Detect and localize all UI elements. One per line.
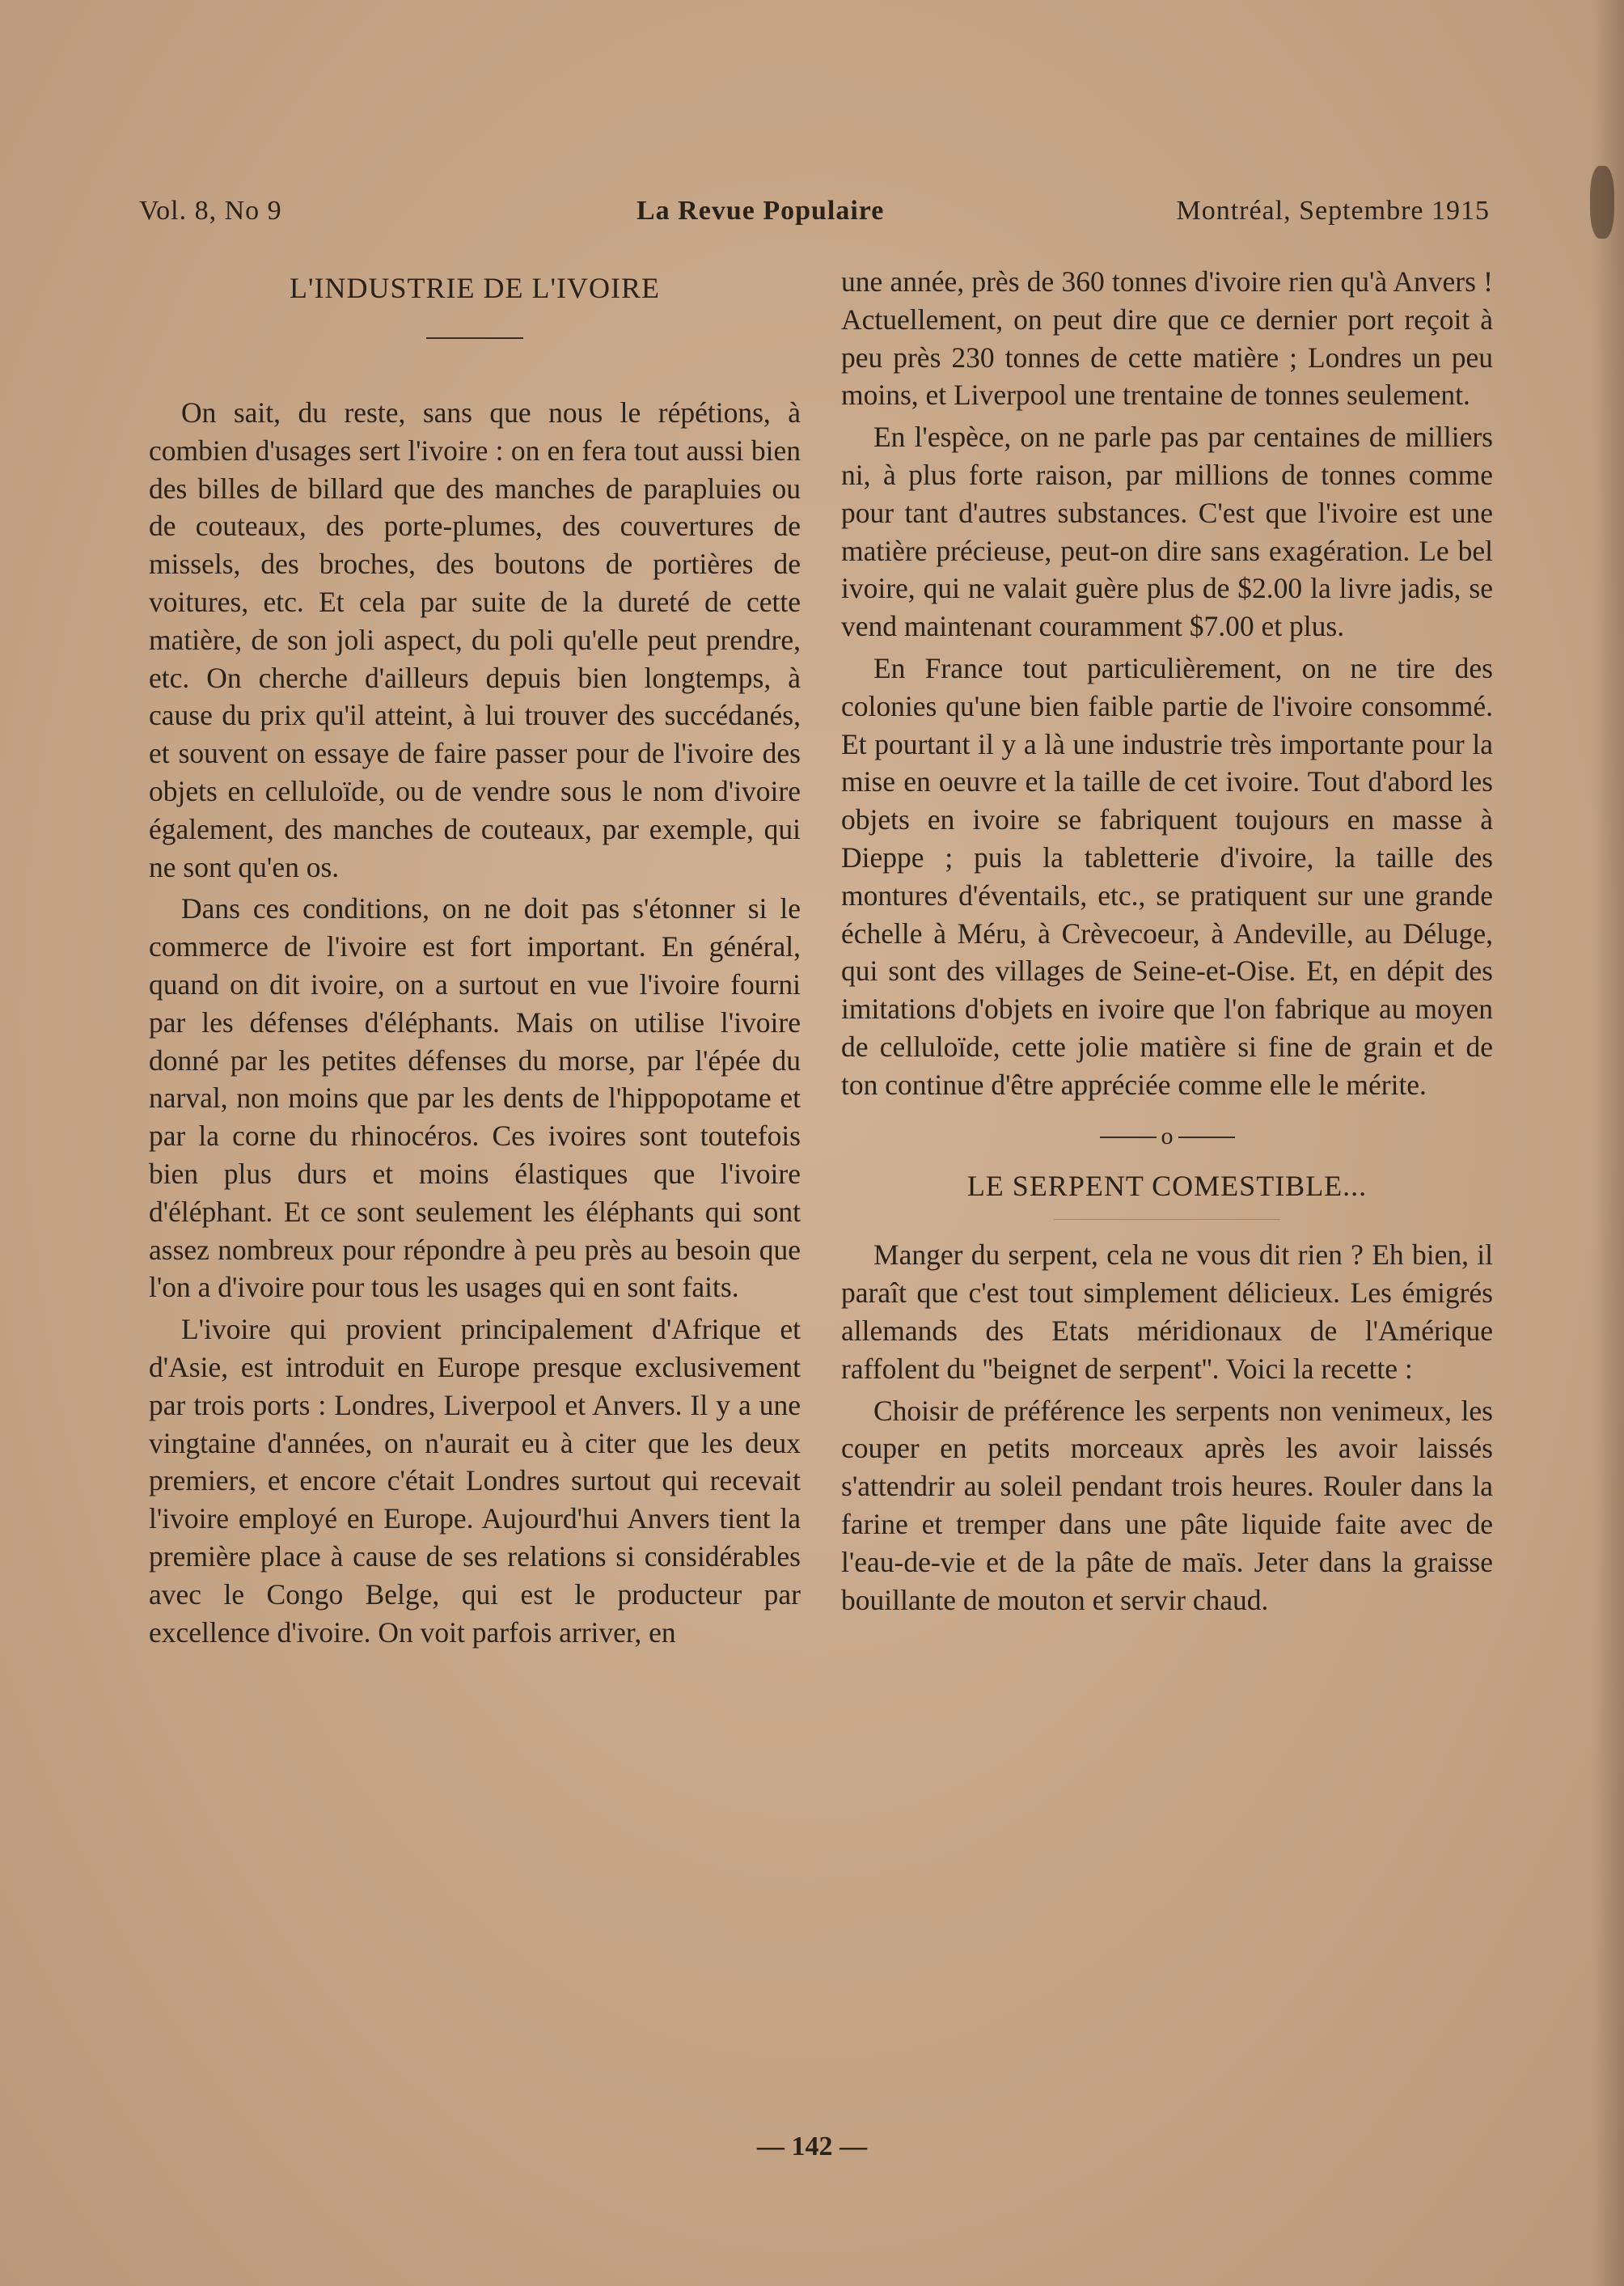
article-paragraph: Choisir de préférence les serpents non venimeux, les couper en petits morceaux après les avoir laissés s'attendrir au soleil pendant trois heures. Rouler dans la farine et tremper dans une pâte liquide faite avec de l'eau-de-vie et de la pâte de maïs. Jeter dans la graisse bouillante de mouton et servir chaud. [841, 1394, 1493, 1616]
page-spine-shadow [1592, 0, 1624, 2286]
page-number: — 142 — [757, 2131, 867, 2161]
article-paragraph: Dans ces conditions, on ne doit pas s'étonner si le commerce de l'ivoire est fort important. En général, quand on dit ivoire, on a surtout en vue l'ivoire fourni par les défenses d'éléphants. Mais on utilise l'ivoire donné par les petites défenses du morse, par l'épée du narval, non moins que par les dents de l'hippopotame et par la corne du rhinocéros. Ces ivoires sont toutefois bien plus durs et moins élastiques que l'ivoire d'éléphant. Et ce sont seulement les éléphants qui sont assez nombreux pour répondre à peu près au besoin que l'on a d'ivoire pour tous les usages qui en sont faits. [149, 892, 801, 1304]
separator-ornament: o [1161, 1123, 1174, 1150]
title-rule [426, 337, 523, 339]
article-paragraph-continued: une année, près de 360 tonnes d'ivoire rien qu'à Anvers ! Actuellement, on peut dire que ce dernier port reçoit à peu près 230 tonnes de cette matière ; Londres un peu moins, et Liverpool une trentaine de tonnes seulement. [841, 265, 1493, 412]
title-rule [1054, 1219, 1280, 1220]
article-title-serpent: LE SERPENT COMESTIBLE... [966, 1169, 1368, 1202]
right-column [841, 263, 1493, 1619]
header-place-date: Montréal, Septembre 1915 [1176, 196, 1490, 226]
article-paragraph: En l'espèce, on ne parle pas par centaines de milliers ni, à plus forte raison, par millions de tonnes comme pour tant d'autres substances. C'est que l'ivoire est une matière précieuse, peut-on dire sans exagération. Le bel ivoire, qui ne valait guère plus de $2.00 la livre jadis, se vend maintenant couramment $7.00 et plus. [841, 421, 1493, 643]
article-paragraph: Manger du serpent, cela ne vous dit rien ? Eh bien, il paraît que c'est tout simplement délicieux. Les émigrés allemands des Etats méridionaux de l'Amérique raffolent du ''beignet de serpent''. Voici la recette : [841, 1238, 1493, 1385]
header-journal-title: La Revue Populaire [636, 196, 885, 226]
article-paragraph: L'ivoire qui provient principalement d'Afrique et d'Asie, est introduit en Europe presque exclusivement par trois ports : Londres, Liverpool et Anvers. Il y a une vingtaine d'années, on n'aurait eu à citer que les deux premiers, et encore c'était Londres surtout qui recevait l'ivoire employé en Europe. Aujourd'hui Anvers tient la première place à cause de ses relations si considérables avec le Congo Belge, qui est le producteur par excellence d'ivoire. On voit parfois arriver, en [149, 1313, 801, 1649]
article-paragraph: On sait, du reste, sans que nous le répétions, à combien d'usages sert l'ivoire : on en fera tout aussi bien des billes de billard que des manches de parapluies ou de couteaux, des porte-plumes, des couvertures de missels, des broches, des boutons de portières de voitures, etc. Et cela par suite de la dureté de cette matière, de son joli aspect, du poli qu'elle peut prendre, etc. On cherche d'ailleurs depuis bien longtemps, à cause du prix qu'il atteint, à lui trouver des succédanés, et souvent on essaye de faire passer pour de l'ivoire des objets en celluloïde, ou de vendre sous le nom d'ivoire également, des manches de couteaux, par exemple, qui ne sont qu'en os. [149, 396, 801, 883]
left-column [149, 263, 801, 1651]
article-paragraph: En France tout particulièrement, on ne tire des colonies qu'une bien faible partie de l'ivoire consommé. Et pourtant il y a là une industrie très importante pour la mise en oeuvre et la taille de cet ivoire. Tout d'abord les objets en ivoire se fabriquent toujours en masse à Dieppe ; puis la tabletterie d'ivoire, la taille des montures d'éventails, etc., se pratiquent sur une grande échelle à Méru, à Crèvecoeur, à Andeville, au Déluge, qui sont des villages de Seine-et-Oise. Et, en dépit des imitations d'objets en ivoire que l'on fabrique au moyen de celluloïde, cette jolie matière si fine de grain et de ton continue d'être appréciée comme elle le mérite. [841, 651, 1493, 1101]
article-title-ivoire: L'INDUSTRIE DE L'IVOIRE [290, 272, 660, 304]
header-volume: Vol. 8, No 9 [139, 196, 282, 226]
page-stain [1590, 166, 1614, 239]
section-separator [841, 1117, 1493, 1149]
